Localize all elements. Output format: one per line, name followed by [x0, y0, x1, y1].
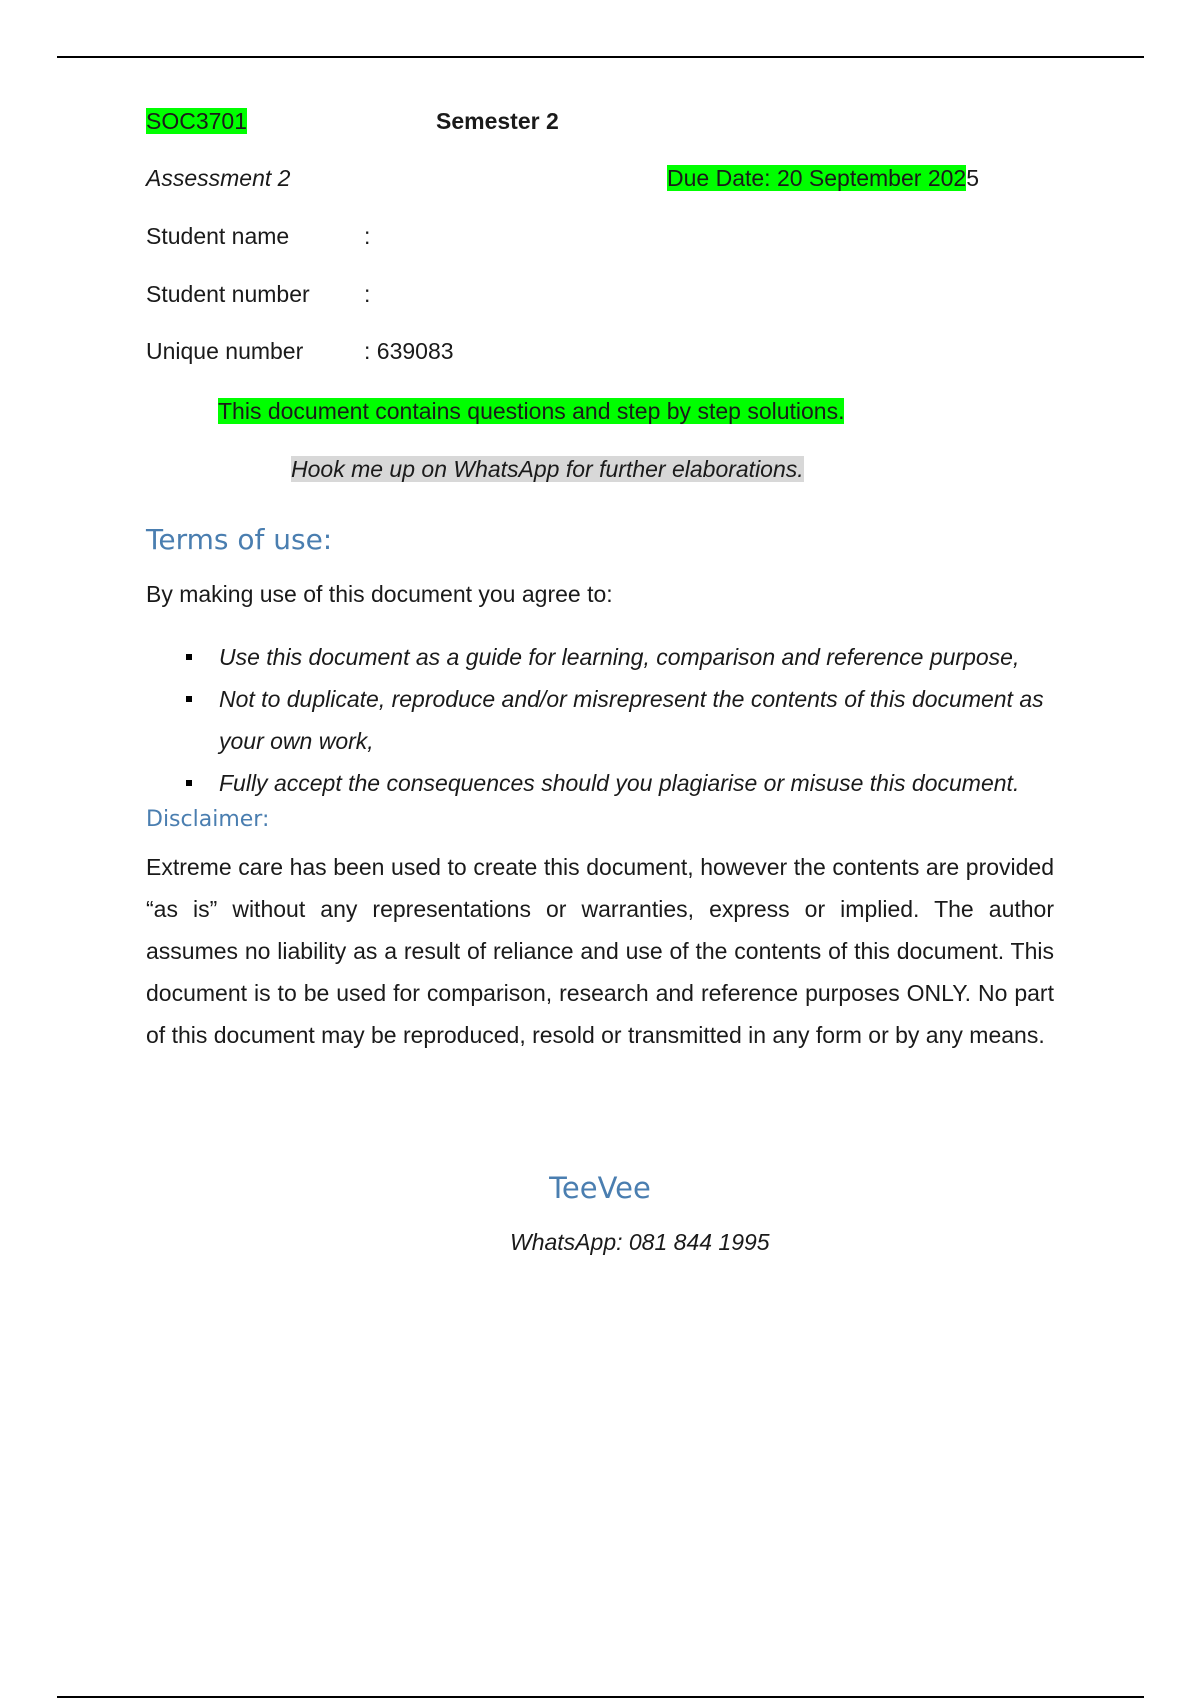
whatsapp-hook-text: Hook me up on WhatsApp for further elaborations. [291, 456, 804, 482]
terms-item: Use this document as a guide for learning, comparison and reference purpose, [186, 636, 1056, 678]
disclaimer-body: Extreme care has been used to create this document, however the contents are provided “as is” without any representations or warranties, express or implied. The author assumes no liability as a result of reliance and use of the contents of this document. This document is to be used for comparison, research and reference purposes ONLY. No part of this document may be reproduced, resold or transmitted in any form or by any means. [146, 854, 1054, 1048]
whatsapp-contact: WhatsApp: 081 844 1995 [510, 1229, 770, 1255]
assessment-label: Assessment 2 [146, 165, 291, 191]
course-code-text: SOC3701 [146, 108, 248, 134]
student-name-value: : [364, 223, 371, 249]
due-date-text: Due Date: 20 September 202 [667, 165, 967, 191]
solutions-notice-text: This document contains questions and step by step solutions. [218, 398, 845, 424]
bottom-rule [57, 1696, 1144, 1698]
unique-number-label: Unique number [146, 338, 304, 364]
terms-item: Fully accept the consequences should you plagiarise or misuse this document. [186, 762, 1056, 804]
disclaimer-heading: Disclaimer: [146, 807, 270, 832]
student-number-value: : [364, 281, 371, 307]
student-number-label: Student number [146, 281, 310, 307]
whatsapp-hook-notice [291, 455, 804, 483]
author-name: TeeVee [549, 1171, 651, 1205]
terms-item: Not to duplicate, reproduce and/or misrepresent the contents of this document as your own work, [186, 678, 1056, 762]
student-name-label: Student name [146, 223, 290, 249]
course-code [146, 107, 247, 135]
unique-number-value: : 639083 [364, 338, 454, 364]
terms-intro: By making use of this document you agree to: [146, 581, 613, 607]
solutions-notice [218, 397, 844, 425]
due-date-tail: 5 [966, 165, 979, 191]
semester-label: Semester 2 [436, 108, 559, 134]
due-date [667, 164, 979, 192]
terms-heading: Terms of use: [146, 523, 333, 556]
terms-list [186, 636, 1056, 804]
top-rule [57, 56, 1144, 58]
